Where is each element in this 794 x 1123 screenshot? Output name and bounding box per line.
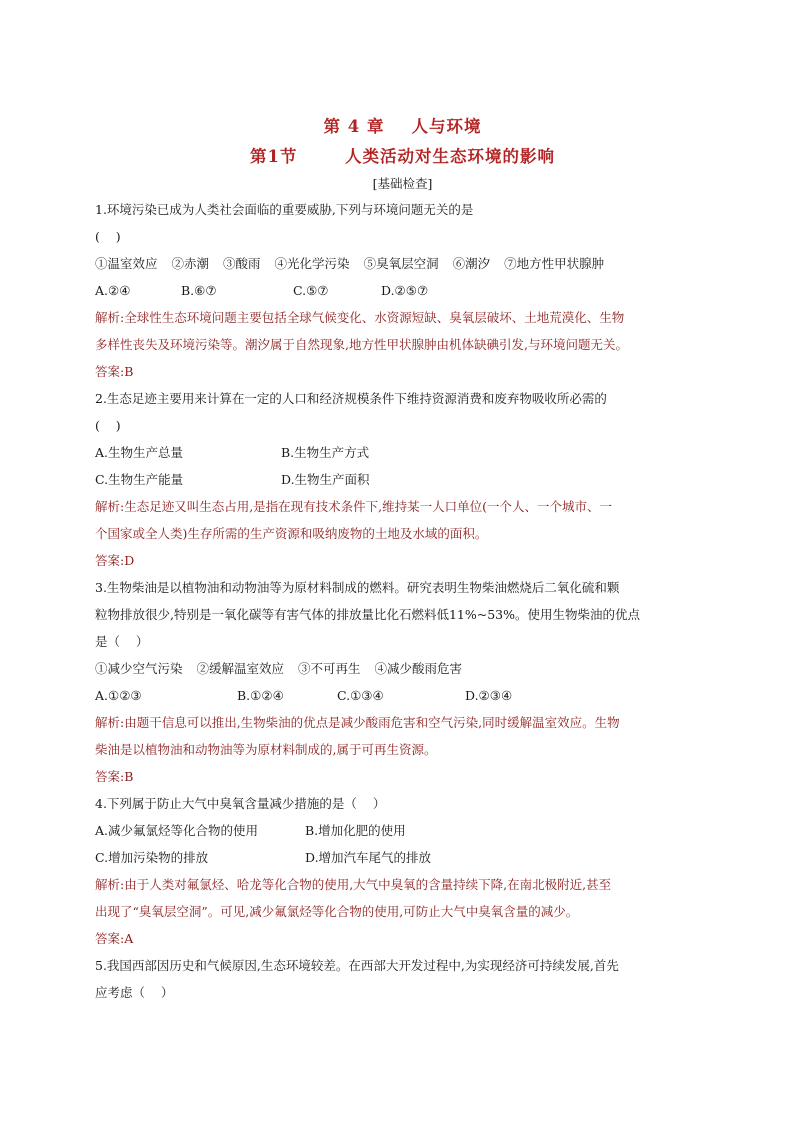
- q3-stem-line-1: 3.生物柴油是以植物油和动物油等为原材料制成的燃料。研究表明生物柴油燃烧后二氧化硫和颗: [95, 580, 620, 595]
- q1-analysis-line-1: 解析:全球性生态环境问题主要包括全球气候变化、水资源短缺、臭氧层破坏、土地荒漠化、生物: [95, 310, 625, 325]
- q1-item: ⑦地方性甲状腺肿: [504, 256, 605, 271]
- q2-option-c: C.生物生产能量: [95, 472, 184, 487]
- q4-option-c: C.增加污染物的排放: [95, 850, 209, 865]
- q3-items: [95, 655, 710, 682]
- q4-option-b: B.增加化肥的使用: [305, 823, 406, 838]
- q4-analysis-line-1: 解析:由于人类对氟氯烃、哈龙等化合物的使用,大气中臭氧的含量持续下降,在南北极附近,甚至: [95, 877, 612, 892]
- q5-stem-line-2: 应考虑（ ）: [95, 985, 174, 1000]
- q3-option-a: A.①②③: [95, 688, 142, 703]
- q3-item: ③不可再生: [298, 661, 361, 676]
- section-number: 第1节: [250, 147, 298, 166]
- q1-item: ⑤臭氧层空洞: [363, 256, 439, 271]
- q4-option-a: A.减少氟氯烃等化合物的使用: [95, 823, 259, 838]
- q2-option-b: B.生物生产方式: [281, 445, 370, 460]
- q1-stem: 1.环境污染已成为人类社会面临的重要威胁,下列与环境问题无关的是: [95, 202, 474, 217]
- q3-item: ②缓解温室效应: [196, 661, 285, 676]
- q1-paren: ( ): [95, 229, 121, 244]
- section-name: 人类活动对生态环境的影响: [344, 147, 555, 166]
- q3-item: ①减少空气污染: [95, 661, 183, 676]
- q2-analysis-line-1: 解析:生态足迹又叫生态占用,是指在现有技术条件下,维持某一人口单位(一个人、一个城市、一: [95, 499, 613, 514]
- q3-options: [95, 682, 710, 709]
- q4-options-row-1: [95, 817, 710, 844]
- q1-item: ③酸雨: [223, 256, 261, 271]
- q2-analysis-line-2: 个国家或全人类)生存所需的生产资源和吸纳废物的土地及水域的面积。: [95, 526, 488, 541]
- q4-option-d: D.增加汽车尾气的排放: [305, 850, 432, 865]
- q1-item: ①温室效应: [95, 256, 158, 271]
- q3-analysis-line-2: 柴油是以植物油和动物油等为原材料制成的,属于可再生资源。: [95, 742, 437, 757]
- subsection-label: [基础检查]: [372, 176, 433, 191]
- q2-answer: 答案:D: [95, 553, 135, 568]
- q1-option-b: B.⑥⑦: [181, 283, 217, 298]
- q2-stem: 2.生态足迹主要用来计算在一定的人口和经济规模条件下维持资源消费和废弃物吸收所必需的: [95, 391, 607, 406]
- q2-options-row-2: [95, 466, 710, 493]
- document-content: [95, 112, 710, 1006]
- q2-option-d: D.生物生产面积: [281, 472, 370, 487]
- q4-options-row-2: [95, 844, 710, 871]
- q1-items: [95, 250, 710, 277]
- q3-option-d: D.②③④: [465, 688, 513, 703]
- q3-answer: 答案:B: [95, 769, 134, 784]
- q3-stem-line-3: 是（ ）: [95, 634, 149, 649]
- q1-item: ④光化学污染: [274, 256, 350, 271]
- q5-stem-line-1: 5.我国西部因历史和气候原因,生态环境较差。在西部大开发过程中,为实现经济可持续发展,首先: [95, 958, 619, 973]
- q3-option-c: C.①③④: [337, 688, 384, 703]
- q1-option-c: C.⑤⑦: [293, 283, 329, 298]
- q1-option-d: D.②⑤⑦: [381, 283, 429, 298]
- q2-paren: ( ): [95, 418, 121, 433]
- q4-stem: 4.下列属于防止大气中臭氧含量减少措施的是（ ）: [95, 796, 386, 811]
- q4-answer: 答案:A: [95, 931, 134, 946]
- q1-item: ⑥潮汐: [452, 256, 491, 271]
- q3-stem-line-2: 粒物排放很少,特别是一氧化碳等有害气体的排放量比化石燃料低11%~53%。使用生物柴油的优点: [95, 607, 641, 622]
- q4-analysis-line-2: 出现了“臭氧层空洞”。可见,减少氟氯烃等化合物的使用,可防止大气中臭氧含量的减少。: [95, 904, 579, 919]
- q1-options: [95, 277, 710, 304]
- q1-answer: 答案:B: [95, 364, 134, 379]
- q3-analysis-line-1: 解析:由题干信息可以推出,生物柴油的优点是减少酸雨危害和空气污染,同时缓解温室效应。生物: [95, 715, 620, 730]
- q1-analysis-line-2: 多样性丧失及环境污染等。潮汐属于自然现象,地方性甲状腺肿由机体缺碘引发,与环境问题无关。: [95, 337, 628, 352]
- section-title: [95, 142, 710, 172]
- q1-option-a: A.②④: [95, 283, 131, 298]
- q2-options-row-1: [95, 439, 710, 466]
- q1-item: ②赤潮: [171, 256, 210, 271]
- q3-item: ④减少酸雨危害: [374, 661, 463, 676]
- chapter-title: 第 4 章 人与环境: [323, 117, 482, 136]
- q3-option-b: B.①②④: [237, 688, 284, 703]
- q2-option-a: A.生物生产总量: [95, 445, 184, 460]
